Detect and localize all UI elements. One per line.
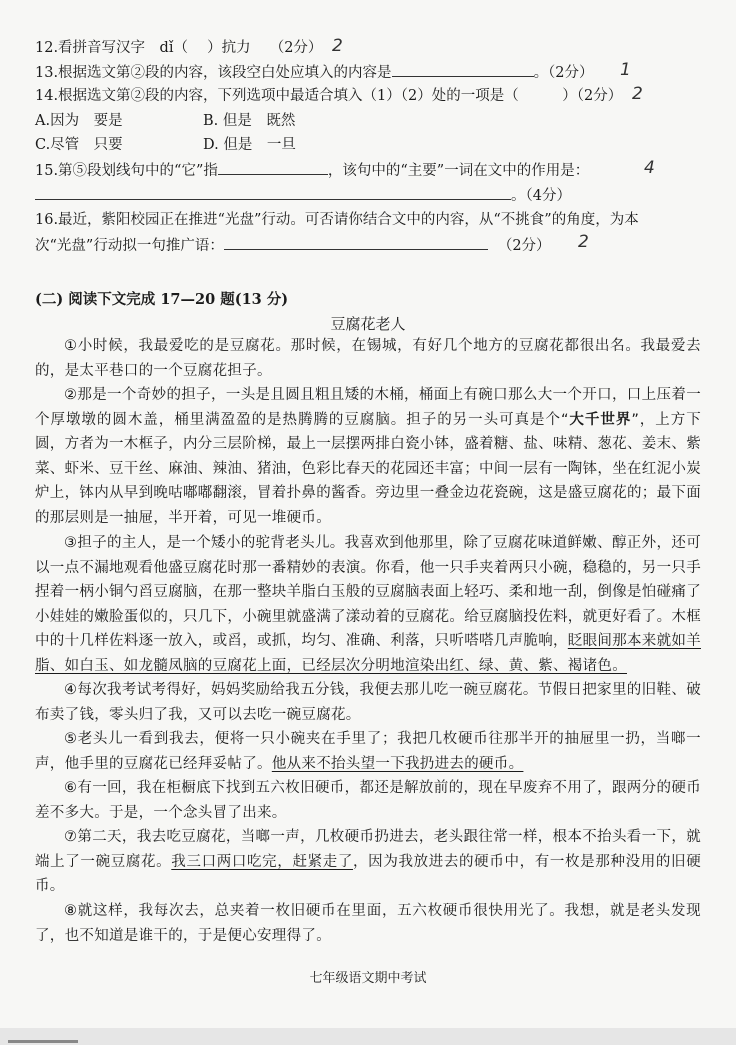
question-15	[35, 160, 706, 181]
paragraph-2	[35, 383, 701, 530]
question-13-suffix: 。（2分）	[533, 65, 594, 81]
paragraph-7	[35, 825, 701, 899]
paragraph-1	[35, 334, 701, 383]
score-mark-15: 4	[644, 158, 655, 178]
page-footer: 七年级语文期中考试	[309, 971, 427, 986]
paragraph-3	[35, 531, 701, 678]
option-b[interactable]: B. 但是 既然	[203, 113, 296, 129]
option-d[interactable]: D. 但是 一旦	[203, 137, 296, 153]
scan-bottom-edge	[0, 1028, 736, 1045]
score-mark-13: 1	[620, 60, 631, 80]
paragraph-5-text: ⑤老头儿一看到我去，便将一只小碗夹在手里了；我把几枚硬币往那半开的抽屉里一扔，当啷一声，他手里的豆腐花已经拜妥帖了。	[35, 731, 701, 772]
question-16-line2	[35, 235, 706, 256]
question-13-text: 13.根据选文第②段的内容，该段空白处应填入的内容是	[35, 65, 392, 81]
paragraph-6	[35, 776, 701, 825]
option-a[interactable]: A.因为 要是	[35, 113, 123, 129]
option-c[interactable]: C.尽管 只要	[35, 137, 123, 153]
article-title: 豆腐花老人	[330, 315, 406, 333]
answer-blank-15a[interactable]	[218, 160, 328, 175]
section-heading: (二) 阅读下文完成 17—20 题(13 分)	[35, 291, 289, 308]
option-row-1	[35, 111, 706, 131]
question-16-prompt: 次“光盘”行动拟一句推广语：	[35, 238, 224, 254]
paragraph-2-text-a: ②那是一个奇妙的担子，一头是且圆且粗且矮的木桶，桶面上有碗口那么大一个开口，口上压着一个厚墩墩的圆木盖，桶里满盈盈的是热腾腾的豆腐脑。担子的另一头可真是个“	[35, 387, 701, 428]
score-mark-14: 2	[632, 84, 643, 104]
paragraph-8	[35, 899, 701, 948]
paragraph-7-text-a: ⑦第二天，我去吃豆腐花，当啷一声，几枚硬币扔进去，老头跟往常一样，根本不抬头看一下，就端上了一碗豆腐花。	[35, 829, 701, 870]
underlined-sentence-5: 他从来不抬头望一下我扔进去的硬币。	[271, 755, 524, 772]
score-mark-12: 2	[332, 36, 343, 56]
paragraph-2-text-b: ”，上方下圆，方者为一木框子，内分三层阶梯，最上一层摆两排白瓷小钵，盛着糖、盐、味精、葱花、姜末、紫菜、虾米、豆干丝、麻油、辣油、猪油，色彩比春天的花园还丰富；中间一层有一陶钵，坐在红泥小炭炉上，钵内从早到晚咕嘟嘟翻滚，冒着扑鼻的酱香。旁边里一叠金边花瓷碗，这是盛豆腐花的；最下面的那层则是一抽屉，半开着，可见一堆硬币。	[35, 411, 702, 526]
question-16	[35, 210, 706, 230]
question-14	[35, 86, 706, 106]
answer-blank-16[interactable]	[224, 235, 488, 250]
question-14-text: 14.根据选文第②段的内容，下列选项中最适合填入（1）（2）处的一项是（ ）（2分）	[35, 88, 623, 104]
answer-blank-15b[interactable]	[35, 185, 511, 200]
question-16-suffix: （2分）	[497, 238, 551, 254]
underlined-sentence-7: 我三口两口吃完，赶紧走了	[171, 853, 354, 870]
paragraph-3-text: ③担子的主人，是一个矮小的驼背老头儿。我喜欢到他那里，除了豆腐花味道鲜嫩、醇正外，还可以一点不漏地观看他盛豆腐花时那一番精妙的表演。你看，他一只手夹着两只小碗，稳稳的，另一只手捏着一柄小铜勺舀豆腐脑，在那一整块羊脂白玉般的豆腐脑表面上轻巧、柔和地一刮，倒像是怕碰痛了小娃娃的嫩脸蛋似的，只几下，小碗里就盛满了漾动着的豆腐花。给豆腐脑投佐料，就更好看了。木框中的十几样佐料逐一放入，或舀，或抓，均匀、准确、利落，只听嗒嗒几声脆响，	[35, 535, 701, 649]
paragraph-6-text: ⑥有一回，我在柜橱底下找到五六枚旧硬币，都还是解放前的，现在早废弃不用了，跟两分的硬币差不多大。于是，一个念头冒了出来。	[35, 780, 701, 821]
question-15-mid: ，该句中的“主要”一词在文中的作用是：	[327, 163, 590, 179]
paragraph-4	[35, 678, 701, 727]
question-15-suffix: 。（4分）	[511, 188, 571, 204]
question-16-text: 16.最近，紫阳校园正在推进“光盘”行动。可否请你结合文中的内容，从“不挑食”的角度，为本	[35, 212, 639, 228]
paragraph-7-text-b: ，因为我放进去的硬币中，有一枚是那种没用的旧硬币。	[35, 853, 701, 894]
paragraph-1-text: ①小时候，我最爱吃的是豆腐花。那时候，在锡城，有好几个地方的豆腐花都很出名。我最爱去的，是太平巷口的一个豆腐花担子。	[35, 338, 701, 379]
underlined-sentence-3: 眨眼间那本来就如羊脂、如白玉、如龙髓凤脑的豆腐花上面，已经层次分明地渲染出红、绿、黄、紫、褐诸色。	[35, 633, 701, 674]
question-15-line2	[35, 185, 706, 206]
question-12-text: 12.看拼音写汉字 dǐ（ ）抗力 （2分）	[35, 40, 323, 56]
answer-blank-13[interactable]	[392, 62, 534, 77]
question-13	[35, 62, 706, 83]
score-mark-16: 2	[578, 232, 589, 252]
scan-edge-mark	[8, 1040, 78, 1043]
question-12	[35, 38, 706, 58]
emphasized-phrase: 大千世界	[568, 411, 632, 428]
paragraph-8-text: ⑧就这样，我每次去，总夹着一枚旧硬币在里面，五六枚硬币很快用光了。我想，就是老头发现了，也不知道是谁干的，于是便心安理得了。	[35, 903, 701, 944]
question-15-text: 15.第⑤段划线句中的“它”指	[35, 163, 218, 179]
paragraph-5	[35, 727, 701, 776]
option-row-2	[35, 135, 706, 155]
paragraph-4-text: ④每次我考试考得好，妈妈奖励给我五分钱，我便去那儿吃一碗豆腐花。节假日把家里的旧鞋、破布卖了钱，零头归了我，又可以去吃一碗豆腐花。	[35, 682, 701, 723]
